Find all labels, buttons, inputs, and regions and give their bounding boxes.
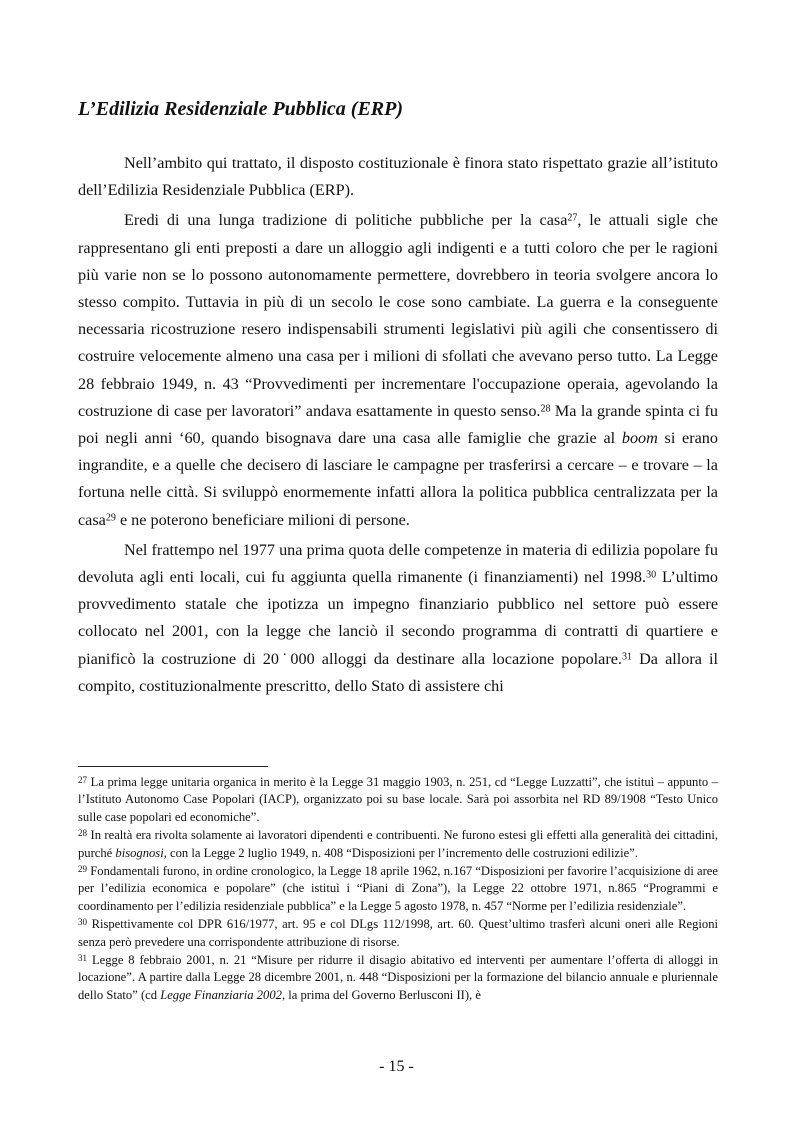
footnote-number: 28 <box>78 828 88 839</box>
text-segment: e ne poterono beneficiare milioni di persone. <box>115 510 410 529</box>
footnotes <box>78 774 718 1005</box>
text-segment: si erano ingrandite, e a quelle che decisero di lasciare le campagne per trasferirsi a cercare – e trovare – la fortuna nelle città. Si sviluppò enormemente infatti allora la politica pubblica centralizzata per la casa <box>78 429 718 529</box>
body-text <box>78 150 718 703</box>
footnote-text: La prima legge unitaria organica in merito è la Legge 31 maggio 1903, n. 251, cd “Legge Luzzatti”, che istituì – appunto – l’Istituto Autonomo Case Popolari (IACP), organizzato poi su base locale. Sarà poi assorbita nel RD 89/1908 “Testo Unico sulle case popolari ed economiche”. <box>78 775 718 824</box>
footnote-number: 29 <box>78 863 88 874</box>
footnote-ref-28[interactable]: 28 <box>540 403 551 415</box>
footnote-ref-27[interactable]: 27 <box>567 212 578 224</box>
footnote-27 <box>78 774 718 826</box>
footnote-number: 31 <box>78 952 88 963</box>
footnote-ref-29[interactable]: 29 <box>105 512 116 524</box>
paragraph-3 <box>78 537 718 700</box>
text-segment: , le attuali sigle che rappresentano gli enti preposti a dare un alloggio agli indigenti e a tutti coloro che per le ragioni più varie non se lo possono autonomamente permettere, dovrebbero in teoria svolgere ancora lo stesso compito. Tuttavia in più di un secolo le cose sono cambiate. La guerra e la conseguente necessaria ricostruzione resero indispensabili strumenti legislativi più agili che consentissero di costruire velocemente almeno una casa per i milioni di sfollati che avevano perso tutto. La Legge 28 febbraio 1949, n. 43 “Provvedimenti per incrementare l'occupazione operaia, agevolando la costruzione di case per lavoratori” andava esattamente in questo senso. <box>78 211 718 420</box>
footnote-text: In realtà era rivolta solamente ai lavoratori dipendenti e contribuenti. Ne furono estesi gli effetti alla generalità dei cittadini, purché <box>78 828 718 860</box>
footnote-text: , con la Legge 2 luglio 1949, n. 408 “Disposizioni per l’incremento delle costruzioni edilizie”. <box>163 845 638 860</box>
text-segment: Ma la grande spinta ci fu poi negli anni ‘60, quando bisognava dare una casa alle famiglie che grazie al <box>78 401 719 448</box>
text-segment: L’ultimo provvedimento statale che ipotizza un impegno finanziario pubblico nel settore può essere collocato nel 2001, con la legge che lanciò il secondo programma di contratti di quartiere e pianificò la costruzione di 20˙000 alloggi da destinare alla locazione popolare. <box>78 568 719 668</box>
footnote-text: Legge 8 febbraio 2001, n. 21 “Misure per ridurre il disagio abitativo ed interventi per aumentare l’offerta di alloggi in locazione”. A partire dalla Legge 28 dicembre 2001, n. 448 “Disposizioni per la formazione del bilancio annuale e pluriennale dello Stato” (cd <box>78 953 718 1002</box>
footnote-separator <box>78 766 268 767</box>
page-number: - 15 - <box>379 1058 414 1075</box>
footnote-31 <box>78 952 718 1004</box>
section-heading: L’Edilizia Residenziale Pubblica (ERP) <box>78 98 403 120</box>
emphasis-legge-finanziaria: Legge Finanziaria 2002 <box>160 987 282 1002</box>
emphasis-boom: boom <box>621 429 658 448</box>
text-segment: Nel frattempo nel 1977 una prima quota delle competenze in materia di edilizia popolare fu devoluta agli enti locali, cui fu aggiunta quella rimanente (i finanziamenti) nel 1998. <box>78 540 718 587</box>
footnote-text: , la prima del Governo Berlusconi II), è <box>281 987 481 1002</box>
emphasis-bisognosi: bisognosi <box>115 845 164 860</box>
footnote-28 <box>78 827 718 862</box>
paragraph-2 <box>78 207 718 533</box>
footnote-number: 30 <box>78 917 88 928</box>
footnote-ref-31[interactable]: 31 <box>621 651 633 663</box>
footnote-text: Fondamentali furono, in ordine cronologico, la Legge 18 aprile 1962, n.167 “Disposizioni per favorire l’acquisizione di aree per l’edilizia economica e popolare” (che istituì i “Piani di Zona”), la Legge 22 ottobre 1971, n.865 “Programmi e coordinamento per l’edilizia residenziale pubblica” e la Legge 5 agosto 1978, n. 457 “Norme per l’edilizia residenziale”. <box>78 864 718 913</box>
footnote-text: Rispettivamente col DPR 616/1977, art. 95 e col DLgs 112/1998, art. 60. Quest’ultimo trasferì alcuni oneri alle Regioni senza però prevedere una corrispondente attribuzione di risorse. <box>78 917 718 949</box>
footnote-29 <box>78 863 718 915</box>
paragraph-1: Nell’ambito qui trattato, il disposto costituzionale è finora stato rispettato grazie all’istituto dell’Edilizia Residenziale Pubblica (ERP). <box>78 154 718 200</box>
text-segment: Eredi di una lunga tradizione di politiche pubbliche per la casa <box>124 211 568 230</box>
footnote-ref-30[interactable]: 30 <box>646 569 657 581</box>
text-segment: Da allora il compito, costituzionalmente prescritto, dello Stato di assistere chi <box>78 649 718 695</box>
footnote-30 <box>78 916 718 951</box>
footnote-number: 27 <box>78 774 88 785</box>
